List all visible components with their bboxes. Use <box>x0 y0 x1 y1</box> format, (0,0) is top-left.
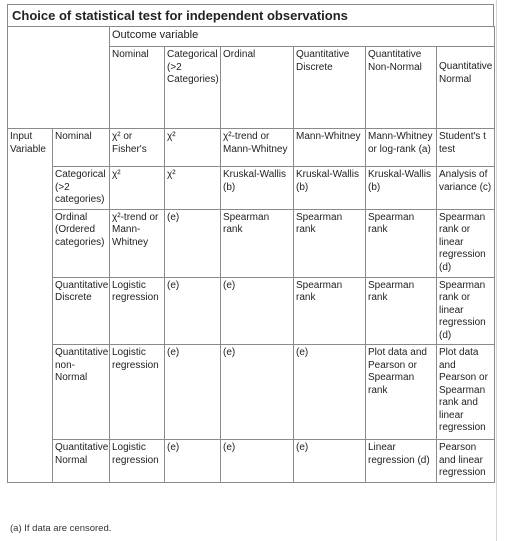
table-cell: Spearman rank <box>221 209 294 277</box>
table-cell: Student's t test <box>437 129 495 167</box>
table-row <box>8 277 495 345</box>
col-header: Ordinal <box>221 47 294 129</box>
statistical-test-table <box>7 26 495 483</box>
table-cell: (e) <box>165 209 221 277</box>
table-cell: (e) <box>221 345 294 440</box>
table-cell: (e) <box>165 345 221 440</box>
table-cell: (e) <box>294 440 366 483</box>
row-header: Quantitative non-Normal <box>53 345 110 440</box>
table-row <box>8 345 495 440</box>
table-cell: Spearman rank <box>366 209 437 277</box>
table-cell: χ²-trend or Mann-Whitney <box>221 129 294 167</box>
table-row <box>8 440 495 483</box>
table-cell: Logistic regression <box>110 345 165 440</box>
table-cell: Plot data and Pearson or Spearman rank and linear regression <box>437 345 495 440</box>
row-header: Ordinal (Ordered categories) <box>53 209 110 277</box>
col-header: Nominal <box>110 47 165 129</box>
table-cell: χ²-trend or Mann-Whitney <box>110 209 165 277</box>
outcome-header-row <box>8 27 495 47</box>
table-cell: Mann-Whitney or log-rank (a) <box>366 129 437 167</box>
statistical-test-table-frame <box>7 4 494 491</box>
table-cell: Kruskal-Wallis (b) <box>221 167 294 210</box>
table-cell: Spearman rank <box>294 277 366 345</box>
table-cell: Kruskal-Wallis (b) <box>366 167 437 210</box>
table-row <box>8 129 495 167</box>
table-cell: Pearson and linear regression <box>437 440 495 483</box>
col-header: Categorical (>2 Categories) <box>165 47 221 129</box>
table-cell: Linear regression (d) <box>366 440 437 483</box>
row-header: Categorical (>2 categories) <box>53 167 110 210</box>
table-cell: Spearman rank or linear regression (d) <box>437 277 495 345</box>
table-cell: Spearman rank <box>366 277 437 345</box>
table-cell: χ² or Fisher's <box>110 129 165 167</box>
row-header: Quantitative Normal <box>53 440 110 483</box>
table-cell: Logistic regression <box>110 440 165 483</box>
table-row <box>8 209 495 277</box>
page-edge-line <box>496 0 497 541</box>
row-header: Nominal <box>53 129 110 167</box>
corner-cell <box>8 27 110 129</box>
input-variable-label: Input Variable <box>8 129 53 483</box>
table-cell: Logistic regression <box>110 277 165 345</box>
col-header: Quantitative Non-Normal <box>366 47 437 129</box>
table-cell: χ² <box>165 129 221 167</box>
table-cell: (e) <box>221 277 294 345</box>
table-cell: (e) <box>221 440 294 483</box>
table-cell: Spearman rank <box>294 209 366 277</box>
table-cell: Plot data and Pearson or Spearman rank <box>366 345 437 440</box>
table-cell: Analysis of variance (c) <box>437 167 495 210</box>
table-cell: (e) <box>165 277 221 345</box>
row-header: Quantitative Discrete <box>53 277 110 345</box>
table-cell: (e) <box>294 345 366 440</box>
footnote: (a) If data are censored. <box>10 523 112 534</box>
col-header: Quantitative Normal <box>437 47 495 129</box>
table-title: Choice of statistical test for independent observations <box>7 4 494 26</box>
table-cell: Spearman rank or linear regression (d) <box>437 209 495 277</box>
table-cell: χ² <box>165 167 221 210</box>
outcome-variable-label: Outcome variable <box>110 27 495 47</box>
table-cell: χ² <box>110 167 165 210</box>
table-cell: (e) <box>165 440 221 483</box>
col-header: Quantitative Discrete <box>294 47 366 129</box>
table-cell: Mann-Whitney <box>294 129 366 167</box>
table-row <box>8 167 495 210</box>
table-cell: Kruskal-Wallis (b) <box>294 167 366 210</box>
